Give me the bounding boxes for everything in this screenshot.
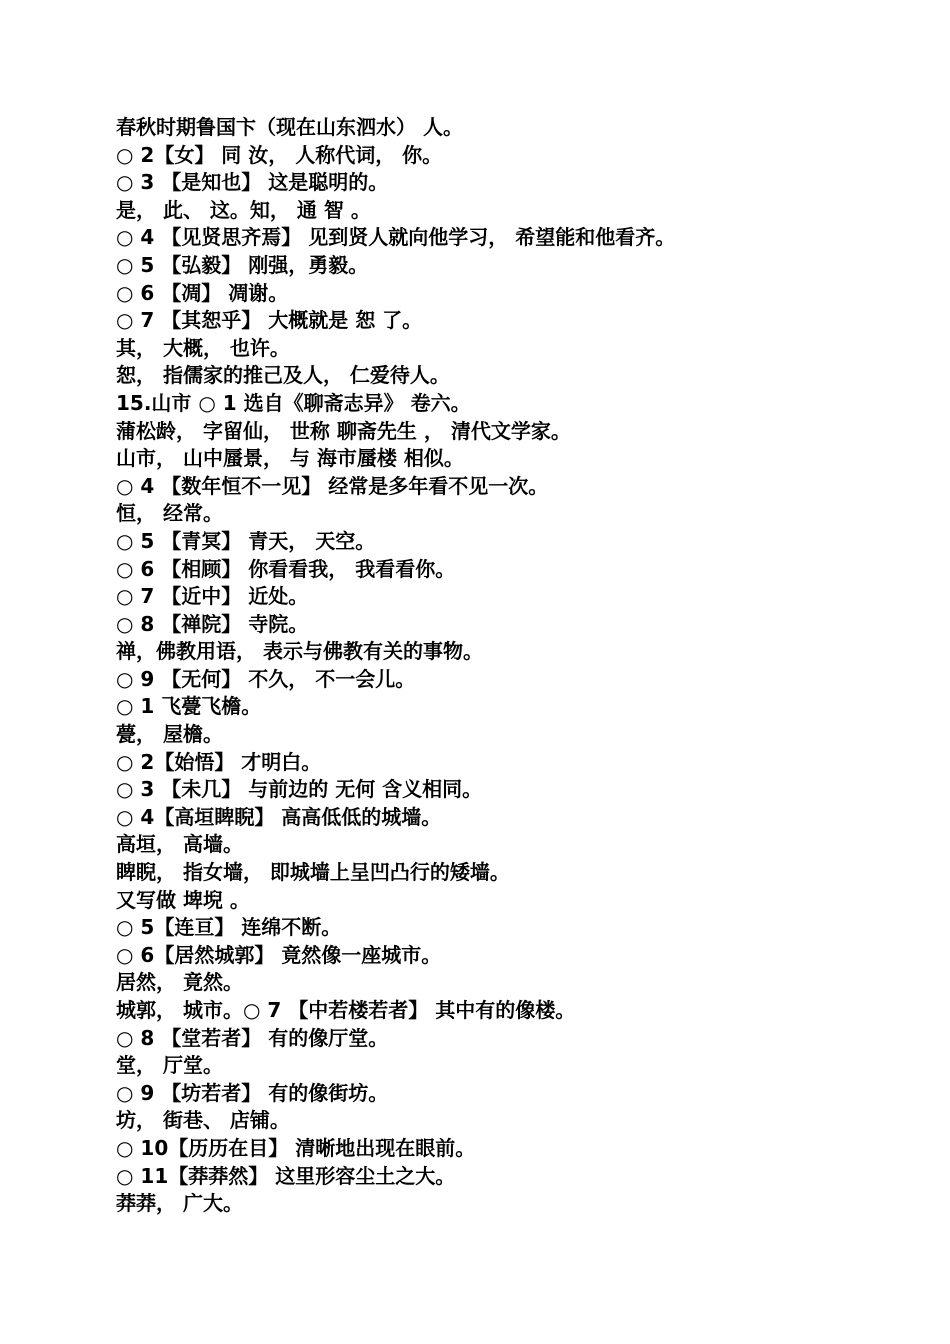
text-line: ○ 3 【未几】 与前边的 无何 含义相同。 <box>116 777 483 802</box>
text-line: ○ 10【历历在目】 清晰地出现在眼前。 <box>116 1135 476 1160</box>
text-line: 睥睨， 指女墙， 即城墙上呈凹凸行的矮墙。 <box>116 860 510 885</box>
text-line: 15.山市 ○ 1 选自《聊斋志异》 卷六。 <box>116 390 471 415</box>
text-line: ○ 4【高垣睥睨】 高高低低的城墙。 <box>116 804 442 829</box>
text-line: ○ 1 飞甍飞檐。 <box>116 694 262 719</box>
text-line: 高垣， 高墙。 <box>116 832 243 857</box>
text-line: 城郭， 城市。○ 7 【中若楼若者】 其中有的像楼。 <box>116 998 576 1022</box>
text-line: 堂， 厅堂。 <box>116 1053 223 1078</box>
text-line: ○ 4 【数年恒不一见】 经常是多年看不见一次。 <box>116 473 549 498</box>
document-body <box>116 114 916 1218</box>
text-line: 莽莽， 广大。 <box>116 1191 243 1216</box>
text-line: 是， 此、 这。知， 通 智 。 <box>116 197 371 222</box>
text-line: ○ 3 【是知也】 这是聪明的。 <box>116 170 389 195</box>
text-line: 居然， 竟然。 <box>116 970 243 995</box>
text-line: ○ 7 【近中】 近处。 <box>116 584 309 609</box>
text-line: ○ 6【居然城郭】 竟然像一座城市。 <box>116 942 442 967</box>
text-line: ○ 6 【相顾】 你看看我， 我看看你。 <box>116 556 456 581</box>
text-line: ○ 7 【其恕乎】 大概就是 恕 了。 <box>116 308 423 333</box>
text-line: ○ 5 【青冥】 青天， 天空。 <box>116 528 376 553</box>
text-line: 恕， 指儒家的推己及人， 仁爱待人。 <box>116 363 450 388</box>
text-line: ○ 6 【凋】 凋谢。 <box>116 280 289 305</box>
text-line: ○ 8 【堂若者】 有的像厅堂。 <box>116 1025 389 1050</box>
text-line: 蒲松龄， 字留仙， 世称 聊斋先生 ， 清代文学家。 <box>116 418 571 443</box>
text-line: ○ 4 【见贤思齐焉】 见到贤人就向他学习， 希望能和他看齐。 <box>116 225 676 250</box>
text-line: ○ 9 【无何】 不久， 不一会儿。 <box>116 666 416 691</box>
text-line: 甍， 屋檐。 <box>116 722 223 747</box>
text-line: ○ 8 【禅院】 寺院。 <box>116 611 309 636</box>
text-line: 恒， 经常。 <box>116 501 223 526</box>
text-line: ○ 5 【弘毅】 刚强，勇毅。 <box>116 252 369 277</box>
text-line: ○ 5【连亘】 连绵不断。 <box>116 915 342 940</box>
text-line: ○ 2【始悟】 才明白。 <box>116 749 322 774</box>
text-line: 又写做 埤堄 。 <box>116 887 250 912</box>
text-line: ○ 2【女】 同 汝， 人称代词， 你。 <box>116 142 443 167</box>
text-line: ○ 9 【坊若者】 有的像街坊。 <box>116 1080 389 1105</box>
text-line: 春秋时期鲁国卞（现在山东泗水） 人。 <box>116 115 463 139</box>
text-line: 禅，佛教用语， 表示与佛教有关的事物。 <box>116 639 483 664</box>
text-line: ○ 11【莽莽然】 这里形容尘土之大。 <box>116 1163 456 1188</box>
text-line: 其， 大概， 也许。 <box>116 335 290 360</box>
text-line: 坊， 街巷、 店铺。 <box>116 1108 290 1133</box>
text-line: 山市， 山中蜃景， 与 海市蜃楼 相似。 <box>116 446 464 471</box>
